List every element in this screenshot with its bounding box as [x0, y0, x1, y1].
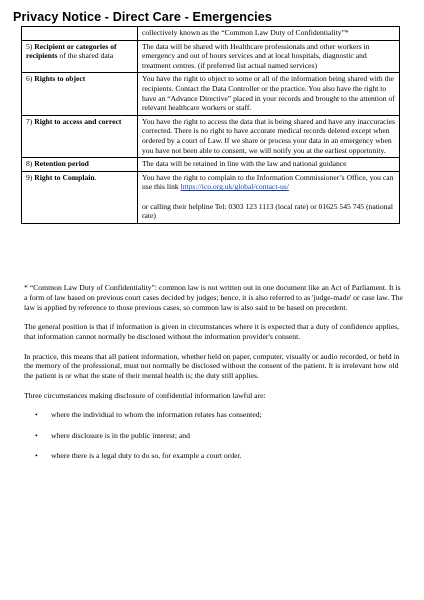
row-label-bold: Retention period	[34, 159, 89, 169]
table-row	[22, 158, 400, 172]
label-cell	[22, 115, 138, 157]
footnotes-section	[24, 283, 404, 471]
table-row	[22, 40, 400, 73]
row-label-bold: Rights to object	[34, 74, 86, 84]
ico-contact-link[interactable]: https://ico.org.uk/global/contact-us/	[180, 182, 289, 192]
page-title: Privacy Notice - Direct Care - Emergencies	[13, 10, 272, 24]
row-number: 7)	[26, 116, 33, 126]
label-cell	[22, 73, 138, 115]
body-paragraph: In practice, this means that all patient information, whether held on paper, computer, visually or audio recorded, or held in the memory of the professional, must not normally be disclosed without the consent of the patient. It is irrelevant how old the patient is or what the state of their mental health is; the duty still applies.	[24, 351, 400, 381]
label-cell	[22, 40, 138, 73]
privacy-notice-table	[21, 26, 400, 224]
row-label-bold: Recipient or categories of recipients	[26, 41, 117, 61]
list-item: • where the individual to whom the information relates has consented;	[35, 410, 262, 420]
row-number: 5)	[26, 41, 33, 51]
content-cell: collectively known as the “Common Law Duty of Confidentiality”*	[138, 27, 400, 41]
content-cell: You have the right to access the data that is being shared and have any inaccuracies corrected. There is no right to have accurate medical records deleted except when ordered by a court of Law. If we share or process your data in an emergency when you have not been able to consent, we will notify you at the earliest opportunity.	[138, 115, 400, 157]
bullet-list	[24, 410, 404, 461]
table-row	[22, 115, 400, 157]
footnote-paragraph: * “Common Law Duty of Confidentiality”: common law is not written out in one document like an Act of Parliament. It is a form of law based on previous court cases decided by judges; hence, it is also referred to as 'judge-made' or case law. The law is applied by reference to those previous cases, so common law is also said to be based on precedent.	[24, 283, 403, 312]
table-row	[22, 171, 400, 223]
row-label-rest: of the shared data	[59, 51, 114, 61]
bullet-icon: •	[35, 450, 38, 460]
content-cell: The data will be shared with Healthcare professionals and other workers in emergency and out of hours services and at local hospitals, diagnostic and treatment centres. (if preferred list actual named services)	[138, 40, 400, 73]
content-cell: The data will be retained in line with the law and national guidance	[138, 158, 400, 172]
content-cell	[138, 171, 400, 223]
row-label-bold: Right to Complain	[34, 172, 95, 182]
bullet-icon: •	[35, 430, 38, 440]
row-label-rest: .	[94, 172, 97, 182]
row-number: 9)	[26, 172, 33, 182]
label-cell-empty	[22, 27, 138, 41]
label-cell	[22, 158, 138, 172]
label-cell	[22, 171, 138, 223]
body-paragraph: Three circumstances making disclosure of confidential information lawful are:	[24, 390, 266, 400]
body-paragraph: The general position is that if information is given in circumstances where it is expected that a duty of confidence applies, that information cannot normally be disclosed without the information provider's consent.	[24, 322, 400, 342]
row-number: 6)	[26, 74, 33, 84]
helpline-text: or calling their helpline Tel: 0303 123 1113 (local rate) or 01625 545 745 (national rate)	[142, 201, 393, 221]
table-row	[22, 27, 400, 41]
content-cell: You have the right to object to some or all of the information being shared with the recipients. Contact the Data Controller or the practice. You also have the right to have an “Advance Directive” placed in your records and brought to the attention of relevant healthcare workers or staff.	[138, 73, 400, 115]
list-item: • where there is a legal duty to do so, for example a court order.	[35, 450, 242, 460]
bullet-icon: •	[35, 410, 38, 420]
row-label-bold: Right to access and correct	[34, 116, 122, 126]
complain-text: You have the right to complain to the Information Commissioner’s Office, you can use this link https://ico.org.uk/global/contact-us/	[142, 172, 394, 192]
row-number: 8)	[26, 159, 33, 169]
list-item: • where disclosure is in the public interest; and	[35, 430, 190, 440]
table-row	[22, 73, 400, 115]
